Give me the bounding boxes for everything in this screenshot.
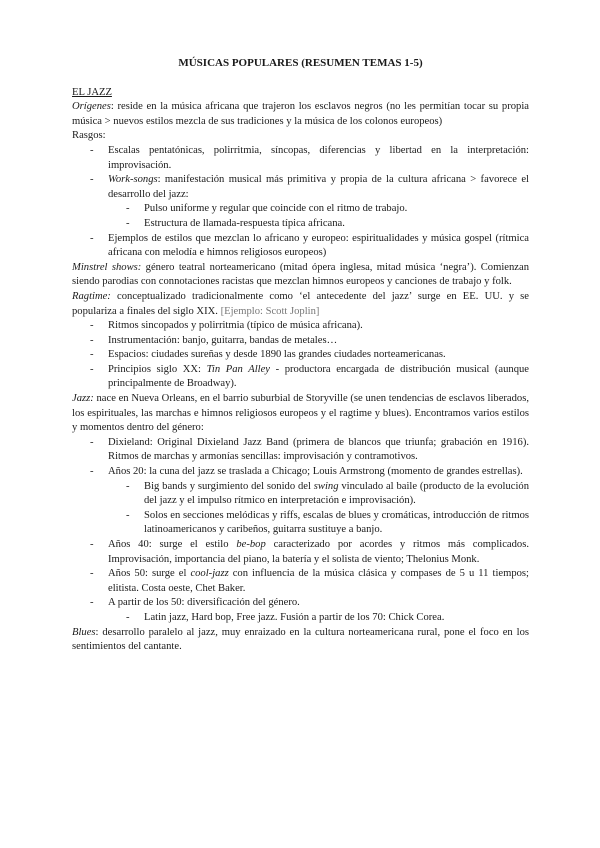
section-heading-jazz: EL JAZZ — [72, 86, 112, 98]
origenes-text: : reside en la música africana que trajeron los esclavos negros (no les permitían tocar su propia música > nuevos estilos mezcla de sus tradiciones y la música de los colonos europeos) — [72, 101, 529, 127]
ragtime-item-text: Principios siglo XX: — [108, 363, 207, 375]
origenes-paragraph — [72, 100, 529, 129]
ragtime-item — [72, 363, 529, 392]
jazz-subitem-text: vinculado al baile (producto de la evolución del jazz y el impulso rítmico en interpretación e improvisación). — [144, 480, 529, 507]
be-bop-term: be-bop — [236, 539, 266, 550]
ragtime-example: [Ejemplo: Scott Joplin] — [217, 305, 320, 317]
jazz-item-text: caracterizado por acordes y ritmos más complicados. Improvisación, importancia del piano, la batería y el solista de viento; Thelonius Monk. — [108, 539, 529, 565]
ragtime-label: Ragtime: — [72, 290, 111, 302]
ragtime-item-text: Ritmos sincopados y polirritmia (típico de música africana). — [108, 320, 363, 332]
rasgos-item — [72, 144, 529, 173]
jazz-item-text: Dixieland: Original Dixieland Jazz Band (primera de blancos que triunfa; grabación en 1916). Ritmos de marchas y armonías sencillas: improvisación y contramotivos. — [108, 436, 529, 463]
rasgos-subitem-text: Estructura de llamada-respuesta típica africana. — [144, 217, 345, 229]
rasgos-item — [72, 232, 529, 261]
blues-label: Blues — [72, 626, 96, 638]
jazz-subitem — [72, 611, 529, 626]
swing-term: swing — [313, 480, 339, 492]
jazz-subitem-text: Latin jazz, Hard bop, Free jazz. Fusión a partir de los 70: Chick Corea. — [144, 611, 445, 623]
rasgos-item-text: Escalas pentatónicas, polirritmia, síncopas, diferencias y libertad en la interpretación: improvisación. — [108, 144, 529, 171]
jazz-list — [72, 436, 529, 626]
jazz-item-text: Años 40: surge el estilo — [108, 539, 237, 550]
jazz-item-text: Años 50: surge el — [108, 568, 191, 580]
ragtime-paragraph — [72, 290, 529, 319]
document-page — [72, 56, 529, 655]
jazz-subitem-text: Big bands y surgimiento del sonido del — [144, 480, 314, 492]
work-songs-term: Work-songs — [108, 174, 158, 186]
jazz-paragraph — [72, 392, 529, 436]
ragtime-item-text: Instrumentación: banjo, guitarra, bandas de metales… — [108, 334, 338, 346]
blues-text: : desarrollo paralelo al jazz, muy enraizado en la cultura norteamericana rural, pone el foco en los sentimientos del cantante. — [72, 626, 529, 653]
rasgos-item — [72, 173, 529, 202]
ragtime-list — [72, 319, 529, 392]
jazz-item-text: con influencia de la música clásica y compases de 5 u 11 tiempos; elitista. Costa oeste, Chet Baker. — [108, 568, 529, 594]
ragtime-item — [72, 334, 529, 349]
ragtime-item-text: - productora encargada de distribución musical (aunque principalmente de Broadway). — [108, 363, 529, 390]
jazz-subitem-text: Solos en secciones melódicas y riffs, escalas de blues y cromáticas, introducción de ritmos latinoamericanos y caribeños, guitarra sustituye a banjo. — [144, 509, 529, 536]
ragtime-item-text: Espacios: ciudades sureñas y desde 1890 las grandes ciudades norteamericanas. — [108, 349, 446, 361]
document-title: MÚSICAS POPULARES (RESUMEN TEMAS 1-5) — [178, 57, 423, 69]
tin-pan-alley-term: Tin Pan Alley — [206, 363, 270, 375]
ragtime-item — [72, 348, 529, 363]
ragtime-text: conceptualizado tradicionalmente como ‘el antecedente del jazz’ surge en EE. UU. y se populariza a finales del siglo XIX. — [72, 290, 529, 317]
rasgos-item-text: Ejemplos de estilos que mezclan lo africano y europeo: espiritualidades y música gospel (rítmica africana con melodía e himnos religiosos europeos) — [108, 232, 529, 259]
rasgos-subitem — [72, 202, 529, 217]
jazz-item — [72, 567, 529, 596]
rasgos-item-text: : manifestación musical más primitiva y propia de la cultura africana > favorece el desarrollo del jazz: — [108, 174, 529, 200]
jazz-item-text: Años 20: la cuna del jazz se traslada a Chicago; Louis Armstrong (momento de grandes estrellas). — [108, 466, 523, 478]
minstrel-paragraph — [72, 261, 529, 290]
ragtime-item — [72, 319, 529, 334]
minstrel-text: género teatral norteamericano (mitad ópera inglesa, mitad música ‘negra’). Comienzan siendo parodias con connotaciones racistas que mezclan himnos europeos y canciones de trabajo y folk. — [72, 261, 529, 288]
rasgos-subitem-text: Pulso uniforme y regular que coincide con el ritmo de trabajo. — [144, 203, 408, 215]
rasgos-label: Rasgos: — [72, 130, 106, 142]
jazz-item — [72, 538, 529, 567]
blues-paragraph — [72, 626, 529, 655]
jazz-text: nace en Nueva Orleans, en el barrio suburbial de Storyville (se unen tendencias de esclavos liberados, los espirituales, las marchas e himnos religiosos europeos y el ragtime y blues). Encontramos varios estilos y momentos dentro del género: — [72, 393, 529, 434]
jazz-item — [72, 596, 529, 611]
jazz-subitem — [72, 509, 529, 538]
jazz-item-text: A partir de los 50: diversificación del género. — [108, 597, 300, 609]
jazz-item — [72, 465, 529, 480]
minstrel-label: Minstrel shows: — [72, 261, 142, 273]
rasgos-list — [72, 144, 529, 261]
rasgos-subitem — [72, 217, 529, 232]
jazz-subitem — [72, 480, 529, 509]
jazz-label: Jazz: — [72, 393, 94, 405]
cool-jazz-term: cool-jazz — [190, 568, 229, 580]
origenes-label: Orígenes — [72, 101, 111, 113]
jazz-item — [72, 436, 529, 465]
